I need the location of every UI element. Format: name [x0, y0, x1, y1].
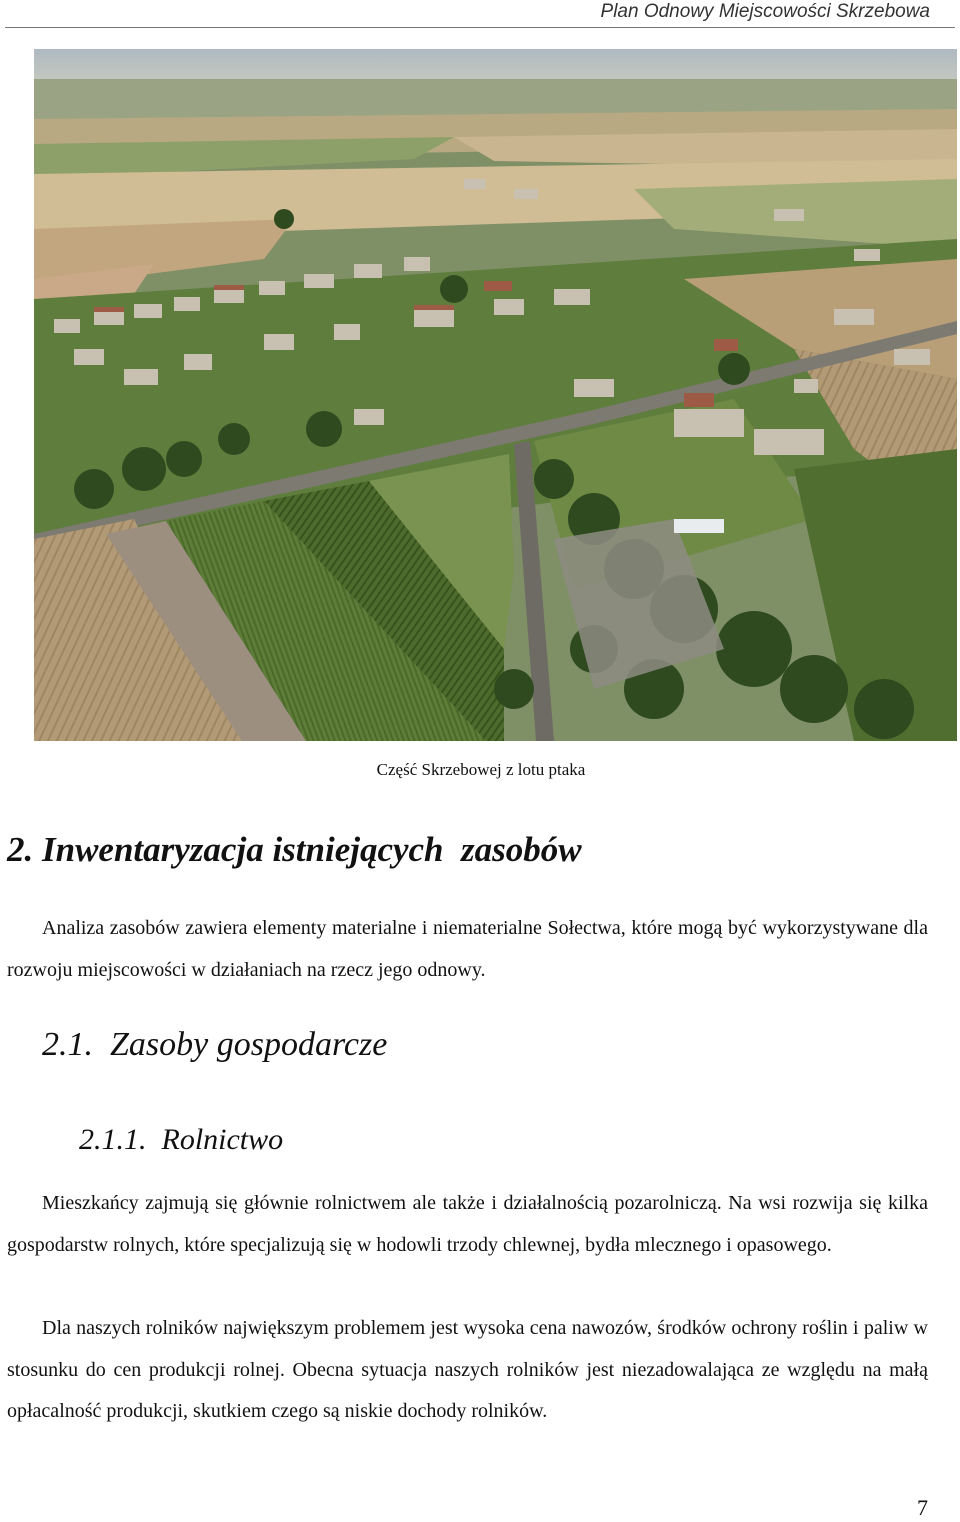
aerial-photo-illustration — [34, 49, 957, 741]
figure-caption: Część Skrzebowej z lotu ptaka — [376, 760, 586, 779]
header-rule — [5, 27, 955, 28]
running-header: Plan Odnowy Miejscowości Skrzebowa — [600, 1, 930, 22]
section-number: 2. — [7, 830, 34, 869]
subsection-heading — [42, 1022, 387, 1068]
subsubsection-heading — [79, 1119, 283, 1161]
section-heading — [7, 826, 582, 874]
subsection-title: Zasoby gospodarcze — [110, 1026, 388, 1063]
section-title: Inwentaryzacja istniejących zasobów — [42, 830, 582, 869]
subsection-number: 2.1. — [42, 1026, 93, 1063]
subsubsection-title: Rolnictwo — [161, 1123, 284, 1156]
intro-text: Analiza zasobów zawiera elementy materialne i niematerialne Sołectwa, które mogą być wykorzystywane dla rozwoju miejscowości w działaniach na rzecz jego odnowy. — [7, 917, 928, 981]
aerial-village-photo — [34, 49, 957, 741]
subsubsection-number: 2.1.1. — [79, 1123, 147, 1156]
page-number: 7 — [917, 1495, 928, 1520]
paragraph-2 — [7, 1308, 928, 1433]
paragraph-1-text: Mieszkańcy zajmują się głównie rolnictwem ale także i działalnością pozarolniczą. Na wsi rozwija się kilka gospodarstw rolnych, które specjalizują się w hodowli trzody chlewnej, bydła mlecznego i opasowego. — [7, 1192, 928, 1256]
intro-paragraph — [7, 908, 928, 991]
paragraph-2-text: Dla naszych rolników największym problemem jest wysoka cena nawozów, środków ochrony roślin i paliw w stosunku do cen produkcji rolnej. Obecna sytuacja naszych rolników jest niezadowalająca ze względu na małą opłacalność produkcji, skutkiem czego są niskie dochody rolników. — [7, 1317, 928, 1423]
paragraph-1 — [7, 1183, 928, 1266]
